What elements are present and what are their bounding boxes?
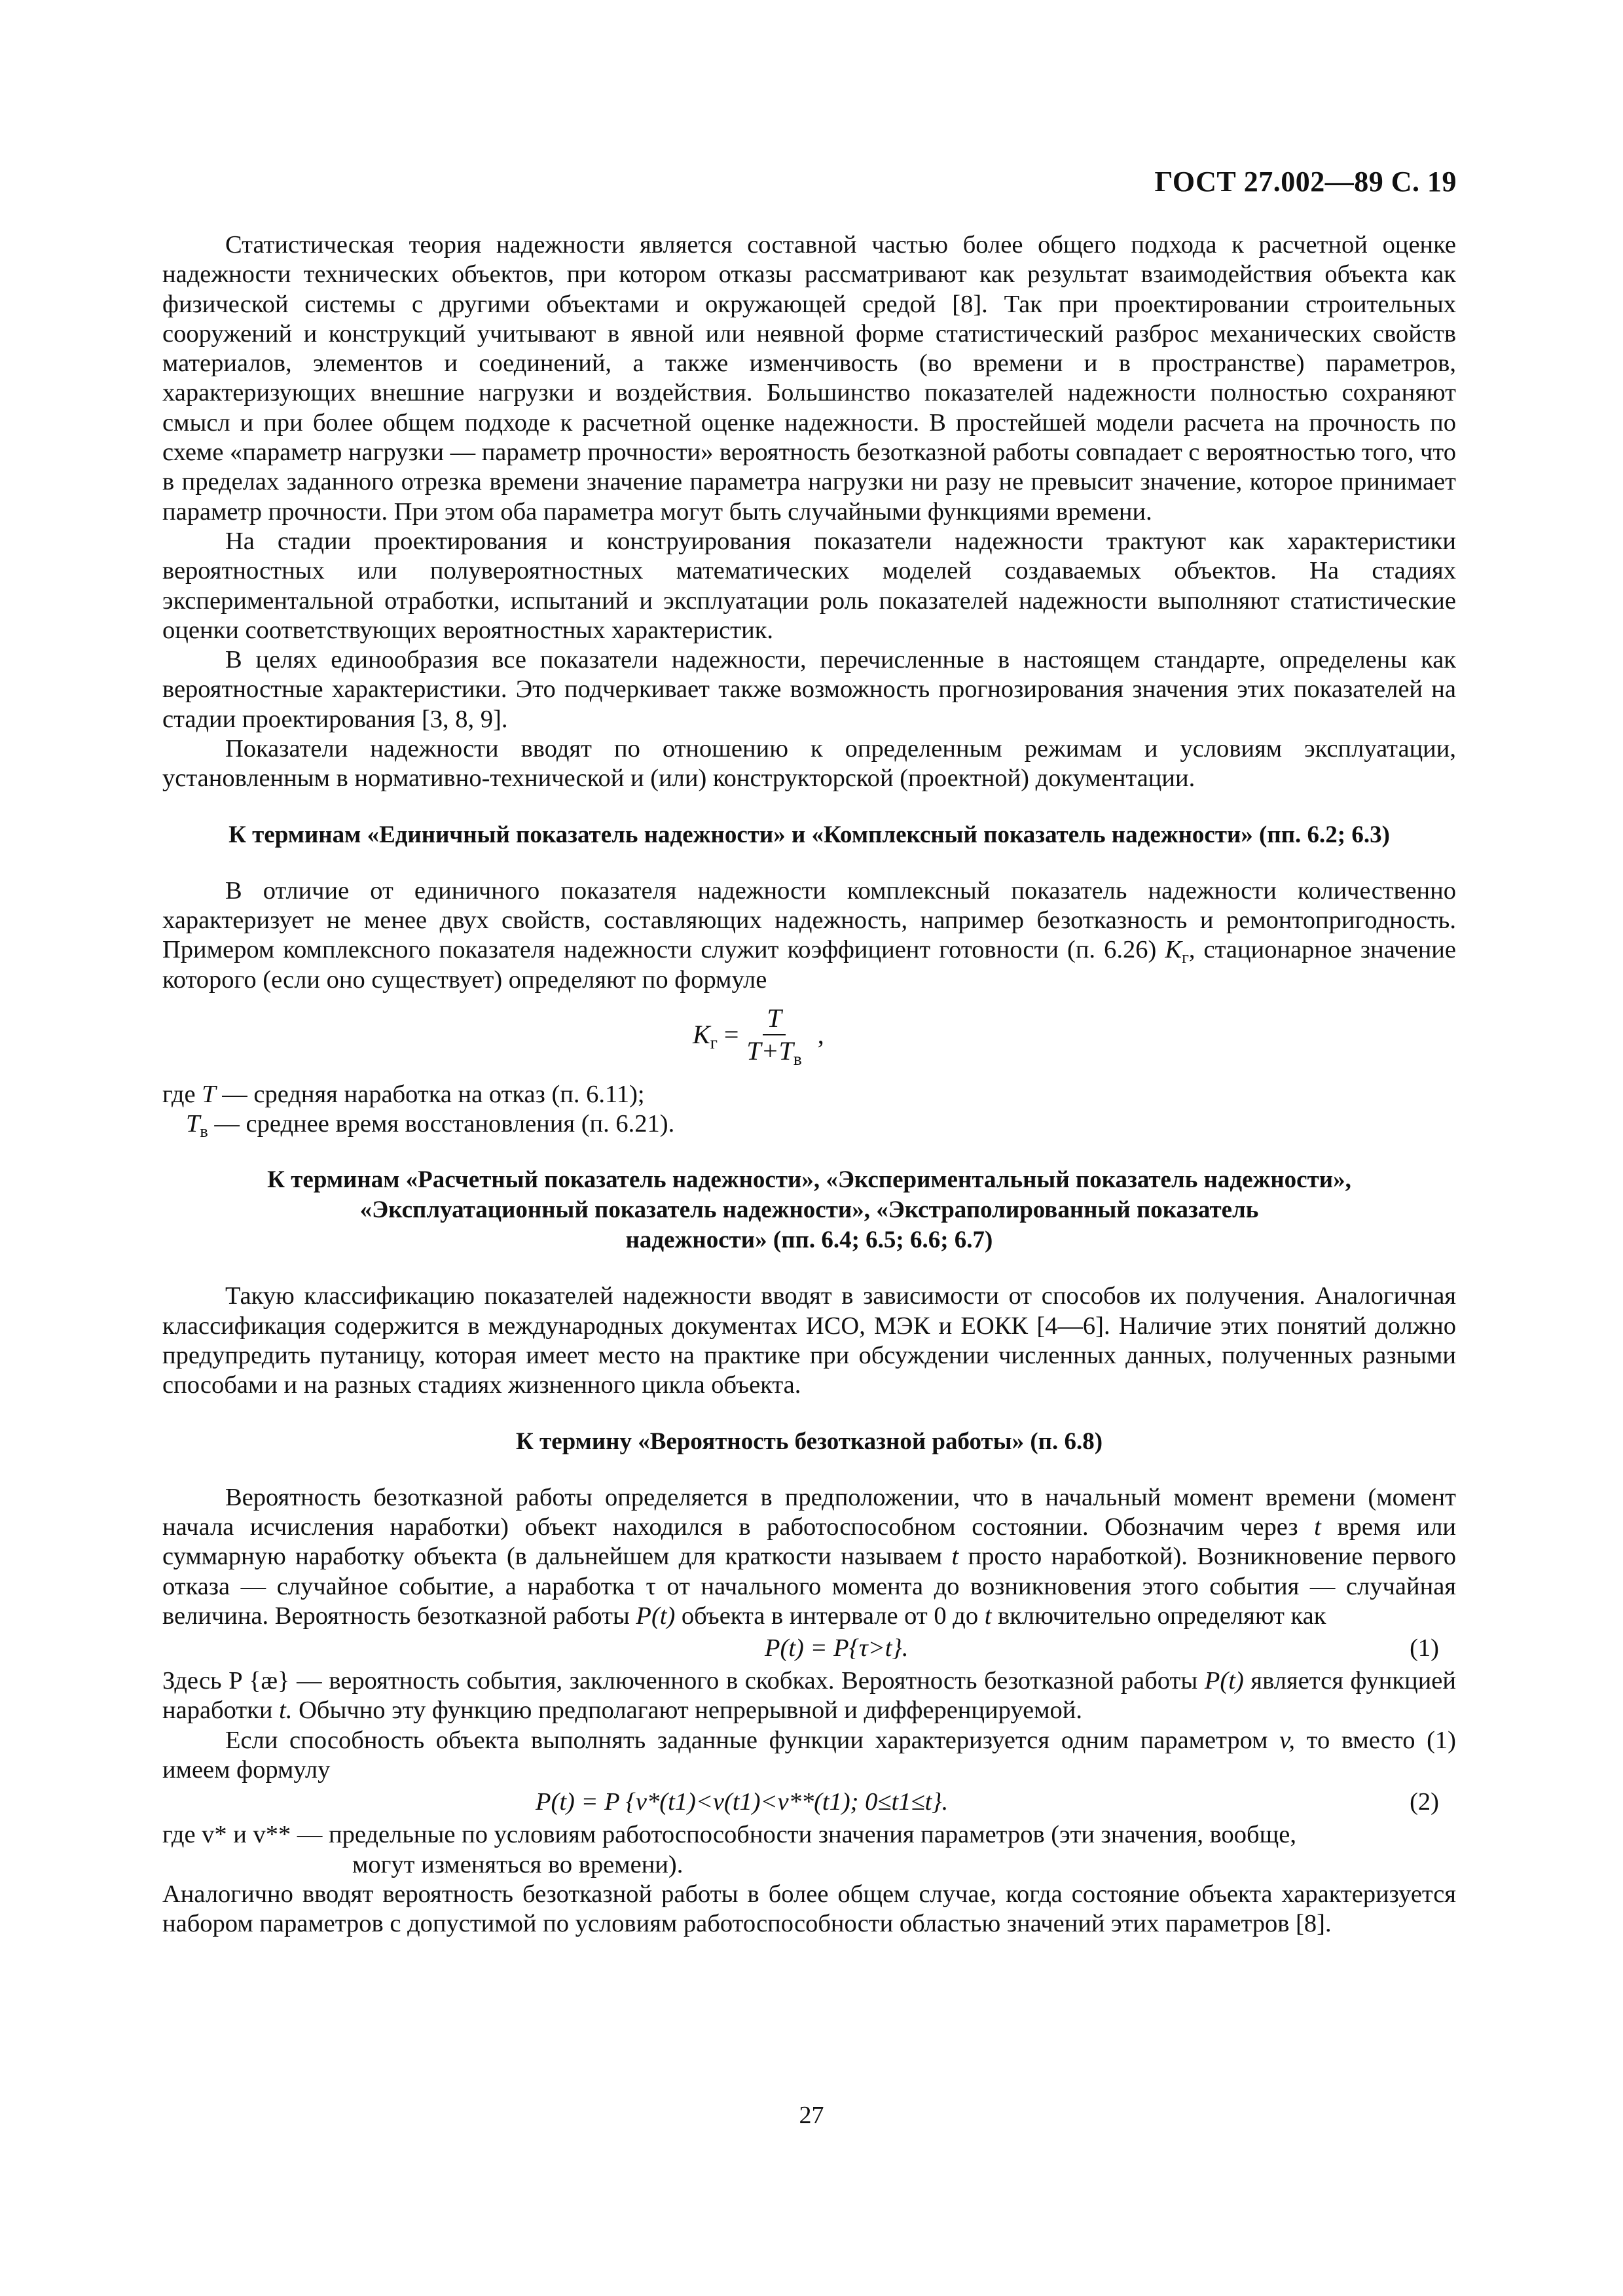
formula-lhs: $K_г$ (693, 1020, 718, 1053)
section-heading: К термину «Вероятность безотказной работы» (п. 6.8) (515, 1427, 1103, 1455)
paragraph: Показатели надежности вводят по отношению к определенным режимам и условиям эксплуатации, установленным в нормативно-технической и (или) конструкторской (проектной) документации. (162, 735, 1456, 793)
formula-availability (162, 1001, 1456, 1069)
formula-comma: , (817, 1020, 824, 1050)
equation-1 (162, 1634, 1456, 1664)
section-heading: К терминам «Расчетный показатель надежности», «Экспериментальный показатель надежности», «Эксплуатационный показатель надежности», «Экстраполированный показатель надежности» (пп. 6.4; 6.5; 6.6; 6.7) (267, 1166, 1351, 1254)
paragraph: Статистическая теория надежности является составной частью более общего подхода к расчетной оценке надежности технических объектов, при котором отказы рассматривают как результат взаимодействия объекта как физической системы с другими объектами и окружающей средой [8]. Так при проектировании строительных сооружений и конструкций учитывают в явной или неявной форме статистический разброс механических свойств материалов, элементов и соединений, а также изменчивость (во времени и в пространстве) параметров, характеризующих внешние нагрузки и воздействия. Большинство показателей надежности полностью сохраняют смысл и при более общем подходе к расчетной оценке надежности. В простейшей модели расчета на прочность по схеме «параметр нагрузки — параметр прочности» вероятность безотказной работы совпадает с вероятностью того, что в пределах заданного отрезка времени значение параметра нагрузки ни разу не превысит значение, которое принимает параметр прочности. При этом оба параметра могут быть случайными функциями времени. (162, 231, 1456, 526)
formula-equals: = (723, 1020, 739, 1050)
formula-body (693, 1003, 824, 1069)
formula-fraction (746, 1003, 802, 1069)
page-body (162, 230, 1456, 1939)
where-item: могут изменяться во времени). (352, 1850, 684, 1878)
equation-2 (162, 1787, 1456, 1818)
where-item: где v* и v** — предельные по условиям работоспособности значения параметров (эти значения, вообще, (162, 1821, 1296, 1849)
formula-numerator: T (763, 1004, 785, 1035)
where-item: $T_в$ — среднее время восстановления (п. 6.21). (186, 1110, 675, 1141)
equation-body: P(t) = P{τ>t}. (765, 1634, 909, 1662)
paragraph: Если способность объекта выполнять заданные функции характеризуется одним параметром v, то вместо (1) имеем формулу (162, 1726, 1457, 1784)
section-heading: К терминам «Единичный показатель надежности» и «Комплексный показатель надежности» (пп. 6.2; 6.3) (228, 821, 1390, 848)
equation-number: (1) (1410, 1634, 1439, 1662)
page-number: 27 (799, 2102, 824, 2129)
paragraph: В отличие от единичного показателя надежности комплексный показатель надежности количественно характеризует не менее двух свойств, составляющих надежность, например безотказность и ремонтопригодность. Примером комплексного показателя надежности служит коэффициент готовности (п. 6.26) $K_г$, стационарное значение которого (если оно существует) определяют по формуле (162, 876, 1456, 994)
math-symbol: $K_г$ (1165, 936, 1189, 967)
running-header: ГОСТ 27.002—89 С. 19 (1154, 166, 1457, 198)
paragraph: Такую классификацию показателей надежности вводят в зависимости от способов их получения. Аналогичная классификация содержится в международных документах ИСО, МЭК и ЕОКК [4—6]. Наличие этих понятий должно предупредить путаницу, которая имеет место на практике при обсуждении численных данных, полученных разными способами и на разных стадиях жизненного цикла объекта. (162, 1282, 1456, 1399)
paragraph: В целях единообразия все показатели надежности, перечисленные в настоящем стандарте, определены как вероятностные характеристики. Это подчеркивает также возможность прогнозирования значения этих показателей на стадии проектирования [3, 8, 9]. (162, 646, 1456, 733)
paragraph: На стадии проектирования и конструирования показатели надежности трактуют как характеристики вероятностных или полувероятностных математических моделей создаваемых объектов. На стадиях экспериментальной отработки, испытаний и эксплуатации роль показателей надежности выполняют статистические оценки соответствующих вероятностных характеристик. (162, 527, 1456, 644)
formula-denominator: $T+T_в$ (746, 1035, 802, 1069)
equation-number: (2) (1410, 1788, 1439, 1816)
paragraph: Здесь P {æ} — вероятность события, заключенного в скобках. Вероятность безотказной работы P(t) является функцией наработки t. Обычно эту функцию предполагают непрерывной и дифференцируемой. (162, 1667, 1456, 1725)
equation-body: P(t) = P {v*(t1)<v(t1)<v**(t1); 0≤t1≤t}. (536, 1788, 949, 1816)
paragraph: Вероятность безотказной работы определяется в предположении, что в начальный момент времени (момент начала исчисления наработки) объект находился в работоспособном состоянии. Обозначим через t время или суммарную наработку объекта (в дальнейшем для краткости называем t просто наработкой). Возникновение первого отказа — случайное событие, а наработка τ от начального момента до возникновения этого события — случайная величина. Вероятность безотказной работы P(t) объекта в интервале от 0 до t включительно определяют как (162, 1483, 1457, 1630)
where-item: где T — средняя наработка на отказ (п. 6.11); (162, 1080, 645, 1108)
paragraph: Аналогично вводят вероятность безотказной работы в более общем случае, когда состояние объекта характеризуется набором параметров с допустимой по условиям работоспособности областью значений этих параметров [8]. (162, 1880, 1456, 1938)
